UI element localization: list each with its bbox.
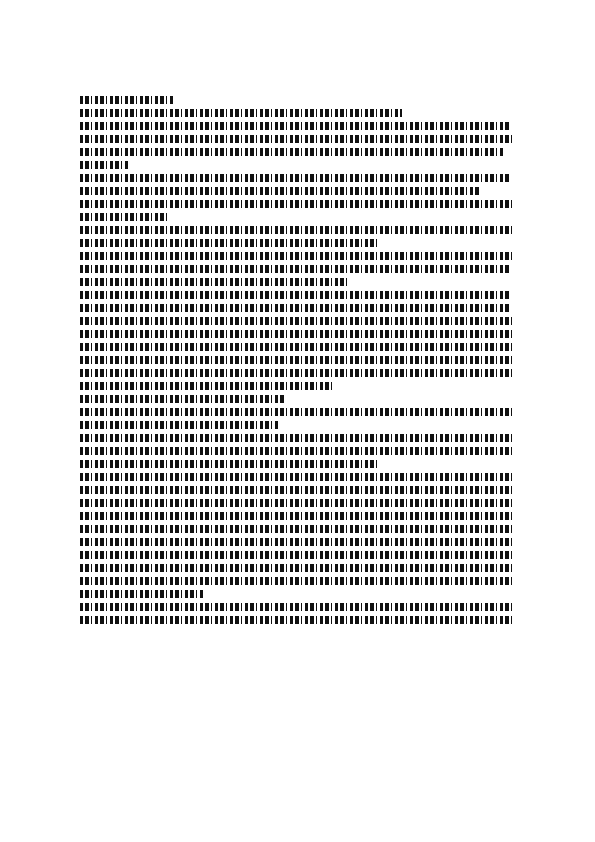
text-line (80, 538, 512, 546)
text-line (80, 187, 480, 195)
text-line (80, 304, 510, 312)
text-line (80, 512, 512, 520)
text-line (80, 148, 505, 156)
text-line (80, 408, 512, 416)
text-line (80, 616, 512, 624)
text-line (80, 395, 285, 403)
text-line (80, 499, 512, 507)
text-line (80, 551, 512, 559)
text-line (80, 460, 380, 468)
text-line (80, 265, 510, 273)
text-line (80, 278, 350, 286)
text-line (80, 96, 175, 104)
text-line (80, 330, 512, 338)
text-line (80, 382, 335, 390)
text-line (80, 564, 512, 572)
text-line (80, 239, 380, 247)
text-line (80, 447, 512, 455)
text-line (80, 226, 512, 234)
text-line (80, 122, 510, 130)
text-line (80, 434, 512, 442)
text-line (80, 421, 280, 429)
text-line (80, 317, 512, 325)
text-line (80, 486, 512, 494)
text-line (80, 590, 205, 598)
text-line (80, 369, 512, 377)
text-line (80, 109, 402, 117)
text-line (80, 252, 512, 260)
text-line (80, 213, 170, 221)
text-line (80, 135, 512, 143)
text-line (80, 174, 510, 182)
text-line (80, 473, 512, 481)
text-line (80, 200, 512, 208)
text-line (80, 577, 512, 585)
text-line (80, 603, 512, 611)
text-line (80, 343, 512, 351)
text-line (80, 291, 510, 299)
text-line (80, 525, 512, 533)
text-line (80, 356, 512, 364)
illegible-text-block (80, 96, 520, 629)
text-line (80, 161, 130, 169)
